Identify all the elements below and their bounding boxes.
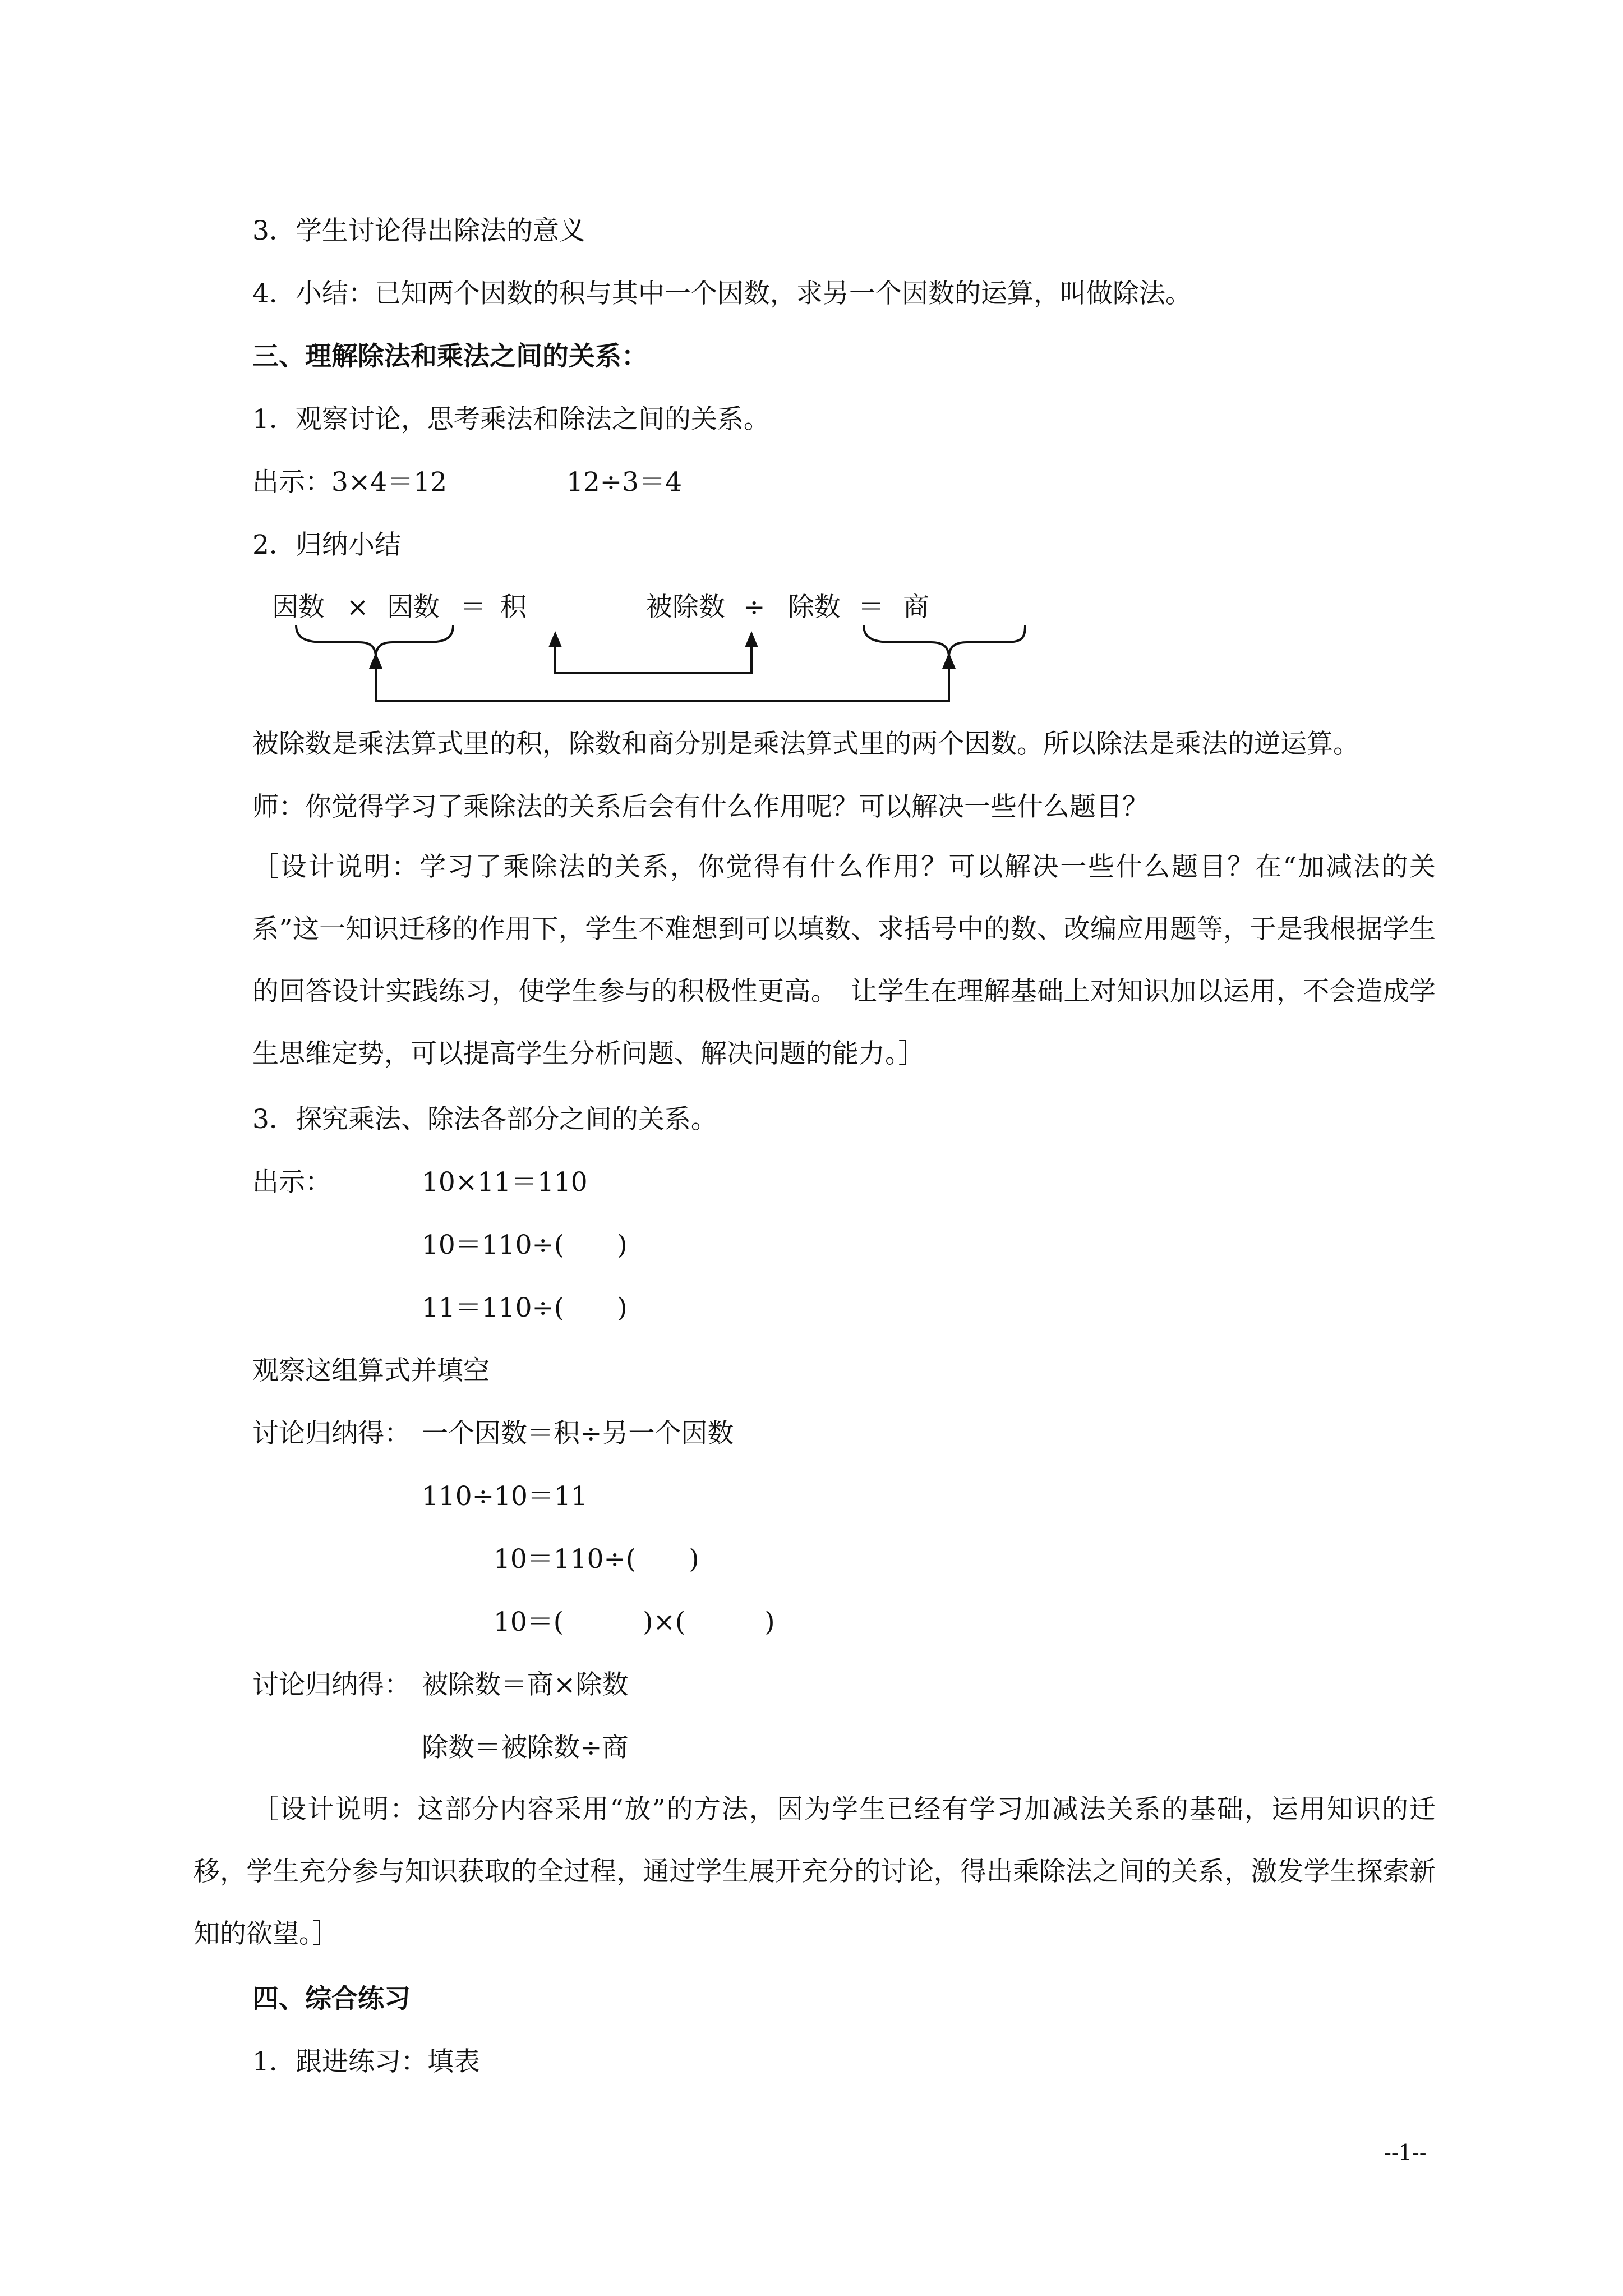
design-note-paragraph: ［设计说明：学习了乘除法的关系，你觉得有什么作用？可以解决一些什么题目？在“加减法的关系”这一知识迁移的作用下，学生不难想到可以填数、求括号中的数、改编应用题等，于是我根据学生的回答设计实践练习，使学生参与的积极性更高。 让学生在理解基础上对知识加以运用，不会造成学生思维定势，可以提高学生分析问题、解决问题的能力。］ — [252, 852, 1436, 1069]
text-line: 1．跟进练习：填表 — [252, 2046, 480, 2077]
text-line: 师：你觉得学习了乘除法的关系后会有什么作用呢？可以解决一些什么题目？ — [252, 792, 1149, 822]
diagram-equals-2: ＝ — [858, 592, 884, 623]
section-heading: 三、理解除法和乘法之间的关系： — [252, 341, 648, 372]
text-line: 被除数是乘法算式里的积，除数和商分别是乘法算式里的两个因数。所以除法是乘法的逆运算。 — [252, 729, 1359, 760]
text-line: 出示：3×4＝12 — [252, 467, 447, 498]
text-line: 出示： — [252, 1167, 331, 1198]
equation: 110÷10＝11 — [422, 1481, 588, 1512]
diagram-divide-sign: ÷ — [743, 592, 766, 623]
equation: 除数＝被除数÷商 — [422, 1732, 629, 1763]
equation: 被除数＝商×除数 — [422, 1669, 629, 1700]
factor-brace — [296, 625, 453, 655]
equation: 10＝( )×( ) — [494, 1607, 775, 1637]
equation: 一个因数＝积÷另一个因数 — [422, 1418, 734, 1449]
text-line: 3．探究乘法、除法各部分之间的关系。 — [252, 1104, 717, 1135]
diagram-factor-2: 因数 — [387, 592, 440, 623]
diagram-quotient: 商 — [903, 592, 929, 623]
diagram-dividend: 被除数 — [646, 592, 725, 623]
text-line: 1．观察讨论，思考乘法和除法之间的关系。 — [252, 404, 770, 435]
factor-connector — [376, 655, 949, 701]
diagram-times-sign: × — [347, 592, 369, 623]
text-line: 4．小结：已知两个因数的积与其中一个因数，求另一个因数的运算，叫做除法。 — [252, 278, 1192, 309]
equation: 10＝110÷( ) — [422, 1230, 628, 1260]
equation: 10＝110÷( ) — [494, 1544, 699, 1575]
text-line: 观察这组算式并填空 — [252, 1355, 490, 1386]
equation: 11＝110÷( ) — [422, 1292, 628, 1323]
product-dividend-connector — [555, 639, 751, 673]
diagram-factor-1: 因数 — [272, 592, 325, 623]
arrow-head — [369, 652, 382, 669]
diagram-product: 积 — [500, 592, 527, 623]
arrow-head — [942, 652, 956, 669]
equation: 10×11＝110 — [422, 1167, 588, 1198]
text-line: 12÷3＝4 — [566, 467, 682, 498]
text-line: 讨论归纳得： — [252, 1669, 411, 1700]
arrow-head — [548, 631, 562, 647]
page-number: --1-- — [1384, 2140, 1427, 2165]
divisor-quotient-brace — [864, 625, 1025, 655]
arrow-head — [745, 631, 758, 647]
text-line: 讨论归纳得： — [252, 1418, 411, 1449]
section-heading: 四、综合练习 — [252, 1984, 411, 2014]
text-line: 3．学生讨论得出除法的意义 — [252, 215, 585, 246]
text-line: 2．归纳小结 — [252, 530, 401, 560]
diagram-equals-1: ＝ — [460, 592, 486, 623]
diagram-divisor: 除数 — [788, 592, 841, 623]
design-note-paragraph: ［设计说明：这部分内容采用“放”的方法，因为学生已经有学习加减法关系的基础，运用知识的迁移，学生充分参与知识获取的全过程，通过学生展开充分的讨论，得出乘除法之间的关系，激发学生探索新知的欲望。］ — [193, 1794, 1436, 1949]
